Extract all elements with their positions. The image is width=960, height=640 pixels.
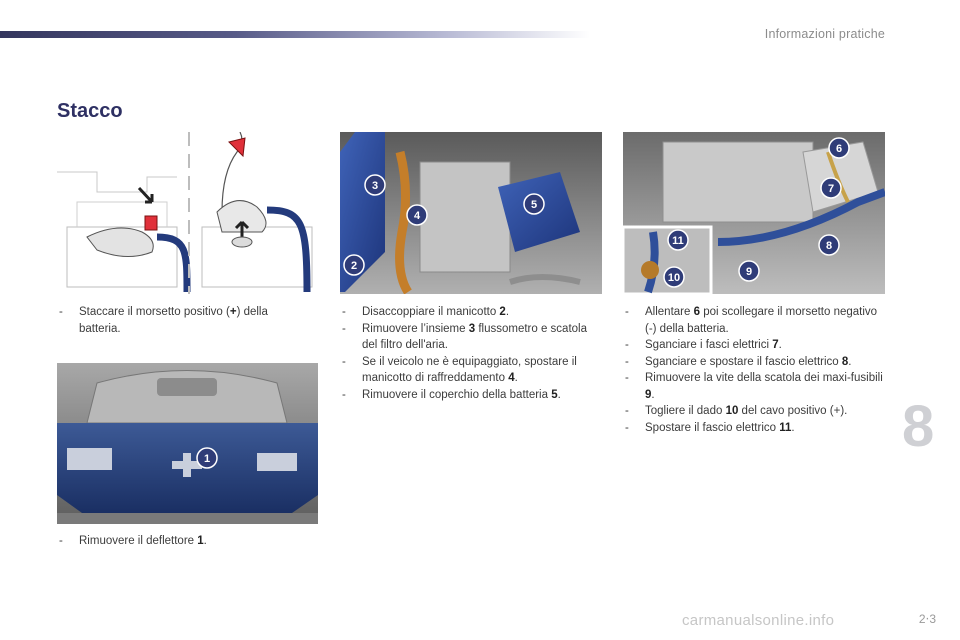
watermark: carmanualsonline.info	[682, 612, 835, 629]
instruction-text: Togliere il dado	[645, 405, 726, 417]
svg-text:4: 4	[413, 210, 421, 222]
harness-figure	[623, 132, 885, 294]
instruction-text: Rimuovere il coperchio della batteria	[362, 388, 552, 401]
page-number: 2‧3	[918, 612, 936, 626]
instruction-item	[340, 321, 602, 354]
instructions-col2	[340, 304, 602, 403]
svg-text:7: 7	[827, 183, 835, 195]
instruction-item	[623, 337, 885, 354]
instruction-tail: poi scollegare il morsetto negativo (-) della batteria.	[645, 306, 878, 335]
instruction-tail: .	[778, 339, 782, 351]
callout-4	[407, 205, 427, 225]
instruction-item	[340, 387, 602, 404]
svg-text:9: 9	[745, 266, 753, 278]
instruction-text: Rimuovere l’insieme	[362, 322, 469, 335]
instructions-col3	[623, 304, 885, 436]
instruction-item	[623, 403, 885, 420]
svg-text:3: 3	[371, 180, 379, 192]
instruction-tail: .	[514, 372, 518, 384]
instruction-item	[623, 304, 885, 337]
svg-text:10: 10	[667, 272, 681, 284]
chapter-number: 8	[902, 394, 935, 459]
instruction-tail: .	[848, 355, 852, 368]
instruction-item	[57, 304, 297, 337]
instruction-tail: .	[203, 535, 207, 547]
instruction-text: Staccare il morsetto positivo (	[79, 306, 230, 318]
callout-11	[668, 230, 688, 250]
svg-text:2: 2	[350, 260, 358, 272]
instruction-ref: 7	[772, 339, 779, 351]
instruction-tail: del cavo positivo (+).	[738, 405, 848, 417]
callout-2	[344, 255, 364, 275]
header-title: Informazioni pratiche	[764, 27, 885, 41]
callout-6	[829, 138, 849, 158]
instruction-text: Sganciare e spostare il fascio elettrico	[645, 355, 842, 368]
callout-8	[819, 235, 839, 255]
instruction-item	[340, 354, 602, 387]
instruction-tail: ) della batteria.	[79, 306, 268, 335]
instruction-tail: .	[505, 306, 510, 318]
instruction-text: Disaccoppiare il manicotto	[362, 306, 500, 318]
instruction-ref: 1	[197, 535, 204, 547]
instruction-ref: 5	[551, 388, 558, 401]
deflector-figure	[57, 363, 318, 524]
instruction-text: Spostare il fascio elettrico	[645, 421, 780, 434]
section-title: Stacco	[57, 100, 123, 122]
instruction-ref: 4	[508, 372, 515, 384]
instruction-item	[623, 370, 885, 403]
instruction-tail: .	[651, 388, 655, 401]
instruction-ref: 3	[468, 322, 476, 335]
svg-text:11: 11	[672, 235, 684, 247]
instruction-text: Rimuovere la vite della scatola dei maxi-fusibili	[645, 372, 883, 384]
callout-7	[821, 178, 841, 198]
callout-3	[365, 175, 385, 195]
svg-text:8: 8	[825, 240, 833, 252]
instruction-tail: .	[557, 388, 561, 401]
instructions-col1-top	[57, 304, 297, 337]
header-gradient-bar	[0, 31, 590, 38]
instruction-ref: 9	[645, 388, 652, 401]
instruction-ref: 11	[779, 421, 792, 434]
callout-9	[739, 261, 759, 281]
callout-5	[524, 194, 544, 214]
instruction-tail: flussometro e scatola del filtro dell'aria.	[362, 322, 587, 351]
instruction-ref: 8	[841, 355, 849, 368]
svg-text:5: 5	[530, 199, 538, 211]
callout-10	[664, 267, 684, 287]
intake-figure	[340, 132, 602, 294]
instruction-item	[623, 420, 885, 437]
instruction-tail: .	[791, 421, 795, 434]
instruction-text: Rimuovere il deflettore	[79, 535, 198, 547]
battery-terminal-figure	[57, 132, 318, 294]
instruction-item	[57, 533, 297, 550]
instruction-item	[623, 354, 885, 371]
instruction-ref: 6	[693, 306, 700, 318]
instruction-text: Allentare	[645, 306, 694, 318]
instruction-ref: +	[229, 306, 237, 318]
instructions-col1-bottom	[57, 533, 297, 550]
instruction-text: Se il veicolo ne è equipaggiato, spostare il manicotto di raffreddamento	[362, 355, 577, 384]
instruction-item	[340, 304, 602, 321]
callout-1-label: 1	[203, 453, 211, 465]
instruction-text: Sganciare i fasci elettrici	[645, 339, 773, 351]
svg-text:6: 6	[835, 143, 843, 155]
instruction-ref: 10	[725, 405, 739, 417]
instruction-ref: 2	[499, 306, 506, 318]
